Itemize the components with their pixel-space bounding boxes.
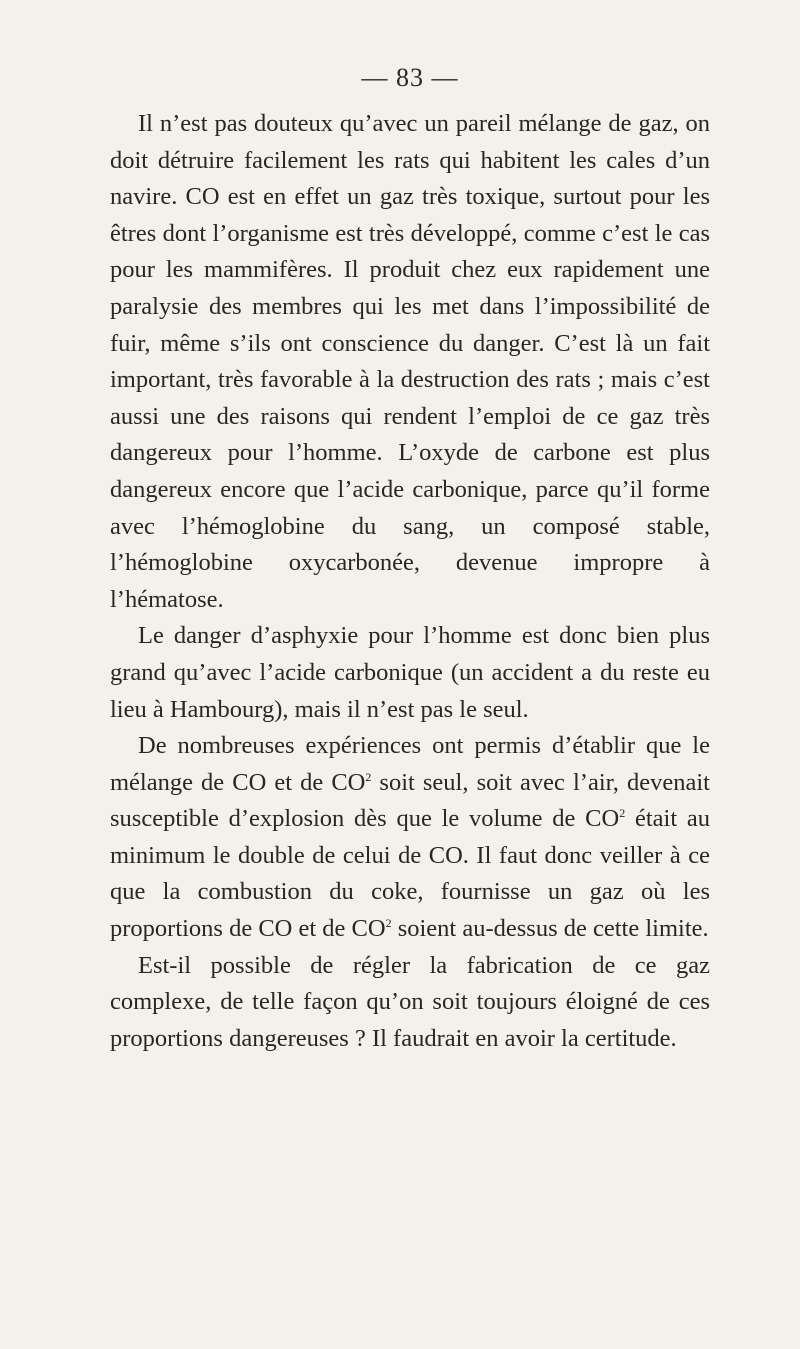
paragraph-3-part-4: soient au-dessus de cette limite. [391, 915, 709, 943]
paragraph-3 [110, 728, 710, 948]
page-number: — 83 — [361, 63, 459, 92]
paragraph-3-part-3: était au minimum le double de celui de CO. Il faut donc veiller à ce que la combustion du coke, fournisse un gaz où les proportions de CO et de CO [110, 805, 711, 943]
superscript-2: 2 [365, 769, 372, 784]
body-text [110, 106, 710, 1057]
paragraph-3-part-2: soit seul, soit avec l’air, devenait susceptible d’explosion dès que le volume de CO [110, 768, 710, 833]
paragraph-1: Il n’est pas douteux qu’avec un pareil mélange de gaz, on doit détruire facilement les rats qui habitent les cales d’un navire. CO est en effet un gaz très toxique, surtout pour les êtres dont l’organisme est très développé, comme c’est le cas pour les mammifères. Il produit chez eux rapidement une paralysie des membres qui les met dans l’impossibilité de fuir, même s’ils ont conscience du danger. C’est là un fait important, très favorable à la destruction des rats ; mais c’est aussi une des raisons qui rendent l’emploi de ce gaz très dangereux pour l’homme. L’oxyde de carbone est plus dangereux encore que l’acide carbonique, parce qu’il forme avec l’hémoglobine du sang, un composé stable, l’hémoglobine oxycarbonée, devenue impropre à l’hématose. [110, 110, 710, 613]
superscript-2: 2 [385, 916, 392, 931]
paragraph-3-part-1: De nombreuses expériences ont permis d’établir que le mélange de CO et de CO [110, 732, 710, 796]
paragraph-2: Le danger d’asphyxie pour l’homme est donc bien plus grand qu’avec l’acide carbonique (un accident a du reste eu lieu à Hambourg), mais il n’est pas le seul. [110, 622, 710, 723]
paragraph-4: Est-il possible de régler la fabrication de ce gaz complexe, de telle façon qu’on soit toujours éloigné de ces proportions dangereuses ? Il faudrait en avoir la certitude. [110, 951, 710, 1052]
superscript-2: 2 [619, 806, 626, 821]
